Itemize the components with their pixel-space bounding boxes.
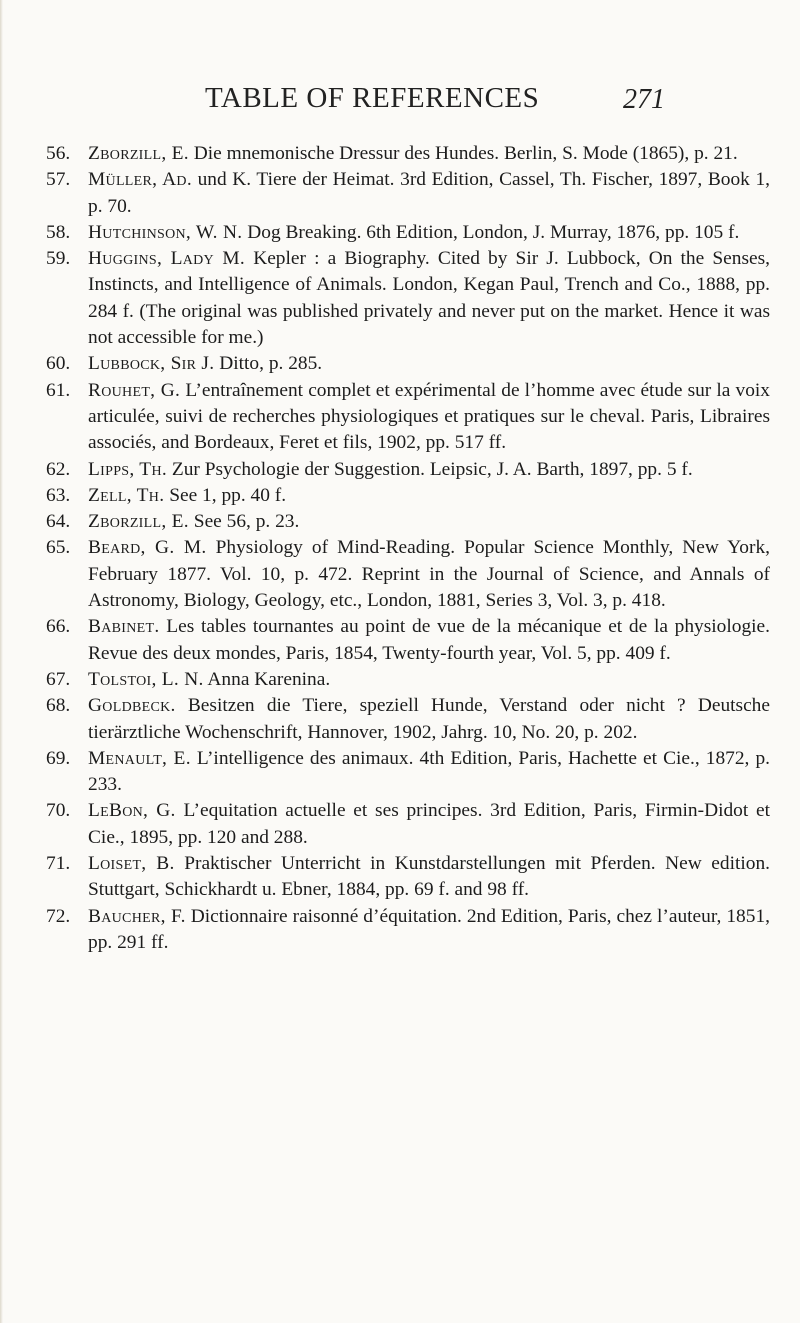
reference-author: Hutchinson, W. N. <box>88 221 243 243</box>
reference-author: Müller, Ad. <box>88 169 192 191</box>
reference-author: LeBon, G. <box>88 800 176 822</box>
reference-author: Huggins, Lady M. <box>88 248 246 270</box>
reference-number: 57. <box>46 169 71 191</box>
reference-author: Beard, G. M. <box>88 537 207 559</box>
reference-author: Lipps, Th. <box>88 458 168 480</box>
reference-item <box>46 483 770 509</box>
reference-author: Zborzill, E. <box>88 511 189 533</box>
reference-item <box>46 693 770 746</box>
reference-details: L’equitation actuelle et ses principes. 3rd Edition, Paris, Firmin-Didot et Cie., 1895, pp. 120 and 288. <box>88 800 770 848</box>
reference-details: Anna Karenina. <box>203 668 331 690</box>
reference-details: See 1, pp. 40 f. <box>164 484 287 506</box>
reference-item <box>46 746 770 799</box>
reference-number: 58. <box>46 221 71 243</box>
reference-number: 67. <box>46 668 71 690</box>
reference-author: Rouhet, G. <box>88 379 181 401</box>
reference-number: 61. <box>46 379 71 401</box>
reference-item <box>46 614 770 667</box>
reference-number: 69. <box>46 747 71 769</box>
reference-author: Babinet. <box>88 616 160 638</box>
reference-item <box>46 141 770 167</box>
reference-details: Besitzen die Tiere, speziell Hunde, Verstand oder nicht ? Deutsche tierärztliche Wochenschrift, Hannover, 1902, Jahrg. 10, No. 20, p. 202. <box>88 695 770 743</box>
reference-author: Menault, E. <box>88 747 191 769</box>
reference-number: 68. <box>46 695 71 717</box>
reference-item <box>46 535 770 614</box>
reference-number: 59. <box>46 248 71 270</box>
reference-item <box>46 798 770 851</box>
reference-details: L’intelligence des animaux. 4th Edition, Paris, Hachette et Cie., 1872, p. 233. <box>88 747 770 796</box>
reference-list <box>46 141 770 956</box>
reference-number: 65. <box>46 537 71 559</box>
reference-details: Zur Psychologie der Suggestion. Leipsic, J. A. Barth, 1897, pp. 5 f. <box>167 458 693 480</box>
reference-author: Lubbock, Sir J. <box>88 353 215 375</box>
reference-number: 64. <box>46 511 71 533</box>
reference-item <box>46 378 770 457</box>
reference-details: Dog Breaking. 6th Edition, London, J. Murray, 1876, pp. 105 f. <box>242 221 740 243</box>
reference-number: 63. <box>46 484 71 506</box>
reference-number: 62. <box>46 458 71 480</box>
reference-number: 60. <box>46 353 71 375</box>
reference-details: Praktischer Unterricht in Kunstdarstellungen mit Pferden. New edition. Stuttgart, Schickhardt u. Ebner, 1884, pp. 69 f. and 98 ff. <box>88 853 771 901</box>
reference-details: See 56, p. 23. <box>188 511 300 533</box>
reference-author: Goldbeck. <box>88 695 176 717</box>
page-header <box>0 82 800 122</box>
reference-number: 70. <box>46 800 71 822</box>
running-title: TABLE OF REFERENCES <box>205 82 540 114</box>
reference-details: Physiology of Mind-Reading. Popular Science Monthly, New York, February 1877. Vol. 10, p. 472. Reprint in the Journal of Science, and Annals of Astronomy, Biology, Geology, etc., London, 1881, Series 3, Vol. 3, p. 418. <box>88 537 770 612</box>
reference-number: 71. <box>46 853 71 875</box>
reference-author: Tolstoi, L. N. <box>88 668 204 690</box>
reference-details: Ditto, p. 285. <box>214 353 323 375</box>
reference-details: Die mnemonische Dressur des Hundes. Berlin, S. Mode (1865), p. 21. <box>188 143 738 164</box>
page-edge-shadow <box>0 0 3 1323</box>
reference-author: Zell, Th. <box>88 484 165 506</box>
reference-details: Dictionnaire raisonné d’équitation. 2nd Edition, Paris, chez l’auteur, 1851, pp. 291 ff. <box>88 905 770 953</box>
reference-details: Les tables tournantes au point de vue de la mécanique et de la physiologie. Revue des deux mondes, Paris, 1854, Twenty-fourth year, Vol. 5, pp. 409 f. <box>88 616 770 664</box>
reference-item <box>46 667 770 693</box>
reference-details: Kepler : a Biography. Cited by Sir J. Lubbock, On the Senses, Instincts, and Intelligence of Animals. London, Kegan Paul, Trench and Co., 1888, pp. 284 f. (The original was published privately and never put on the market. Hence it was not accessible for me.) <box>88 248 770 349</box>
reference-author: Zborzill, E. <box>88 143 189 164</box>
page-number: 271 <box>623 84 665 115</box>
reference-item <box>46 851 770 904</box>
reference-item <box>46 167 770 220</box>
reference-item <box>46 904 770 957</box>
reference-author: Baucher, F. <box>88 905 186 927</box>
reference-number: 56. <box>46 143 71 164</box>
reference-details: und K. Tiere der Heimat. 3rd Edition, Cassel, Th. Fischer, 1897, Book 1, p. 70. <box>88 169 771 217</box>
reference-number: 72. <box>46 905 71 927</box>
reference-item <box>46 351 770 377</box>
reference-item <box>46 220 770 246</box>
reference-number: 66. <box>46 616 71 638</box>
reference-author: Loiset, B. <box>88 853 175 875</box>
reference-item <box>46 246 770 351</box>
reference-item <box>46 509 770 535</box>
reference-details: L’entraînement complet et expérimental de l’homme avec étude sur la voix articulée, suivi de recherches physiologiques et pratiques sur le cheval. Paris, Libraires associés, and Bordeaux, Feret et fils, 1902, pp. 517 ff. <box>88 379 770 454</box>
reference-item <box>46 457 770 483</box>
